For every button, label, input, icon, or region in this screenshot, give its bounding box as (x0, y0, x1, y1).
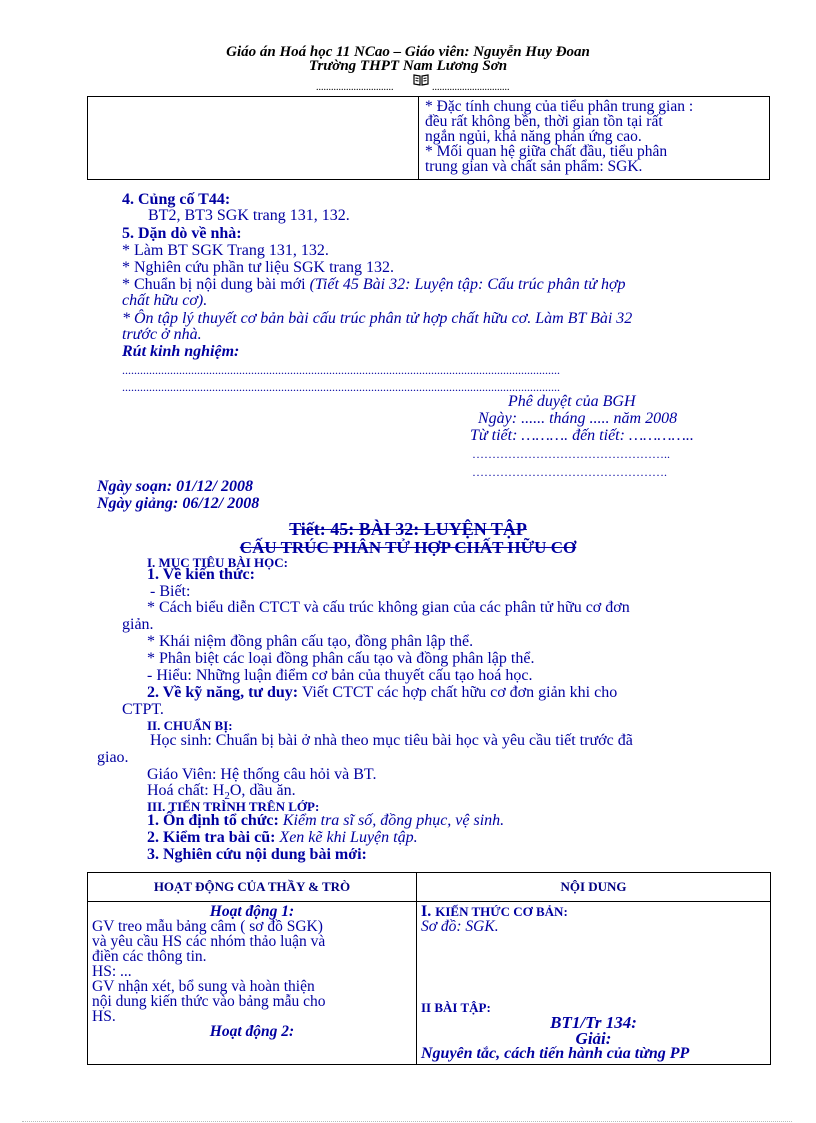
section1-text: Sơ đồ: SGK. (421, 918, 499, 935)
preparation-students: Học sinh: Chuẩn bị bài ở nhà theo mục tiêu bài học và yêu cầu tiết trước đã (150, 732, 633, 749)
book-icon (413, 74, 429, 91)
top-table-line: * Mối quan hệ giữa chất đầu, tiểu phân (425, 143, 668, 160)
activity2-title: Hoạt động 2: (209, 1023, 295, 1040)
preparation-students-cont: giao. (97, 749, 129, 766)
header-line2: Trường THPT Nam Lương Sơn (308, 58, 508, 74)
section1-title: KIẾN THỨC CƠ BẢN: (435, 904, 568, 919)
activity1-line: GV treo mẫu bảng câm ( sơ đồ SGK) (92, 918, 323, 935)
step2-label: 2. Kiểm tra bài cũ: (147, 829, 276, 846)
activity-left-cell (88, 902, 417, 1065)
solution-label: Giải: (575, 1029, 612, 1048)
principle-text: Nguyên tắc, cách tiến hành của từng PP (421, 1045, 690, 1062)
header-dots-right: ............................... (432, 82, 510, 93)
homework-item: * Làm BT SGK Trang 131, 132. (122, 242, 329, 259)
approval-dots: …………………………………………. (472, 465, 667, 479)
step1-label: 1. Ổn định tổ chức: (147, 812, 279, 829)
objectives-heading: I. MỤC TIÊU BÀI HỌC: (147, 555, 288, 570)
skills-text: Viết CTCT các hợp chất hữu cơ đơn giản khi cho (298, 684, 618, 701)
activity1-line: HS: ... (92, 963, 132, 980)
procedure-step2 (147, 830, 418, 846)
knowledge-heading: 1. Về kiến thức: (147, 566, 255, 583)
page-footer-line (22, 1121, 792, 1122)
top-table-line: trung gian và chất sản phẩm: SGK. (425, 158, 643, 175)
top-table (87, 96, 770, 180)
approval-date: Ngày: ...... tháng ..... năm 2008 (478, 410, 678, 427)
top-table-line: * Đặc tính chung của tiểu phân trung gian : (425, 98, 694, 115)
homework-review-cont: trước ở nhà. (122, 326, 202, 343)
know-item: * Khái niệm đồng phân cấu tạo, đồng phân lập thể. (147, 633, 474, 650)
procedure-step3: 3. Nghiên cứu nội dung bài mới: (147, 846, 367, 863)
activity-header-col1: HOẠT ĐỘNG CỦA THẦY & TRÒ (88, 873, 417, 902)
approval-title: Phê duyệt của BGH (508, 393, 636, 410)
homework-prepare-cont: chất hữu cơ). (122, 292, 208, 309)
approval-dots: ………………………………………….. (472, 447, 670, 461)
homework-review: * Ôn tập lý thuyết cơ bản bài cấu trúc phân tử hợp chất hữu cơ. Làm BT Bài 32 (122, 310, 633, 327)
top-table-left-cell (88, 97, 419, 180)
top-table-right-cell (419, 97, 770, 180)
activity1-line: nội dung kiến thức vào bảng mẫu cho (92, 993, 326, 1010)
exercise-label: BT1/Tr 134: (550, 1013, 637, 1032)
know-item: * Phân biệt các loại đồng phân cấu tạo và đồng phân lập thể. (147, 650, 535, 667)
activity1-line: HS. (92, 1008, 116, 1025)
know-label: - Biết: (150, 583, 191, 600)
lesson-title: Tiết: 45: BÀI 32: LUYỆN TẬP (289, 519, 527, 539)
activity-table (87, 872, 771, 1065)
understand-item: - Hiểu: Những luận điểm cơ bản của thuyết cấu tạo hoá học. (147, 667, 533, 684)
experience-heading: Rút kinh nghiệm: (122, 343, 240, 360)
experience-dots: .................................................................................................................................................. (122, 363, 560, 377)
chem-suffix: O, dầu ăn. (229, 782, 296, 799)
activity-header-col2: NỘI DUNG (417, 873, 771, 902)
step2-text: Xen kẽ khi Luyện tập. (275, 829, 418, 846)
lesson-subtitle: CẤU TRÚC PHÂN TỬ HỢP CHẤT HỮU CƠ (239, 538, 577, 557)
section1-heading (421, 904, 766, 919)
consolidation-item: BT2, BT3 SGK trang 131, 132. (148, 207, 350, 224)
procedure-step1 (147, 813, 504, 829)
experience-dots: .................................................................................................................................................. (122, 380, 560, 394)
skills-heading: 2. Về kỹ năng, tư duy: (147, 684, 299, 701)
date-prepared: Ngày soạn: 01/12/ 2008 (97, 478, 253, 495)
activity1-line: và yêu cầu HS các nhóm thảo luận và (92, 933, 326, 950)
date-taught: Ngày giảng: 06/12/ 2008 (97, 495, 260, 512)
top-table-line: ngắn ngủi, khả năng phản ứng cao. (425, 128, 642, 145)
homework-prepare-lesson: (Tiết 45 Bài 32: Luyện tập: Cấu trúc phân tử hợp (309, 276, 626, 293)
chem-subscript: 2 (224, 790, 230, 803)
top-table-line: đều rất không bền, thời gian tồn tại rất (425, 113, 663, 130)
know-item: * Cách biểu diễn CTCT và cấu trúc không gian của các phân tử hữu cơ đơn (147, 599, 630, 616)
activity1-line: GV nhận xét, bổ sung và hoàn thiện (92, 978, 315, 995)
section2-heading: II BÀI TẬP: (421, 1000, 491, 1015)
homework-prepare (122, 277, 625, 293)
homework-item: * Nghiên cứu phần tư liệu SGK trang 132. (122, 259, 394, 276)
preparation-heading: II. CHUẨN BỊ: (147, 718, 233, 733)
preparation-teacher: Giáo Viên: Hệ thống câu hỏi và BT. (147, 766, 377, 783)
section1-num: I. (421, 903, 436, 920)
homework-heading: 5. Dặn dò về nhà: (122, 225, 242, 242)
activity-right-cell (417, 902, 771, 1065)
skills-text-cont: CTPT. (122, 701, 164, 718)
activity1-title: Hoạt động 1: (209, 903, 295, 920)
chem-prefix: Hoá chất: H (147, 782, 225, 799)
header-dots-left: ............................... (316, 82, 394, 93)
approval-period: Từ tiết: ………. đến tiết: ………….. (470, 427, 694, 444)
skills-line (147, 685, 617, 701)
activity1-line: điền các thông tin. (92, 948, 207, 965)
procedure-heading: III. TIẾN TRÌNH TRÊN LỚP: (147, 799, 320, 814)
know-item-cont: giản. (122, 616, 154, 633)
header-line1: Giáo án Hoá học 11 NCao – Giáo viên: Nguyễn Huy Đoan (226, 44, 590, 60)
homework-prepare-prefix: * Chuẩn bị nội dung bài mới (122, 276, 310, 293)
consolidation-heading: 4. Củng cố T44: (122, 191, 231, 208)
step1-text: Kiểm tra sĩ số, đồng phục, vệ sinh. (278, 812, 505, 829)
